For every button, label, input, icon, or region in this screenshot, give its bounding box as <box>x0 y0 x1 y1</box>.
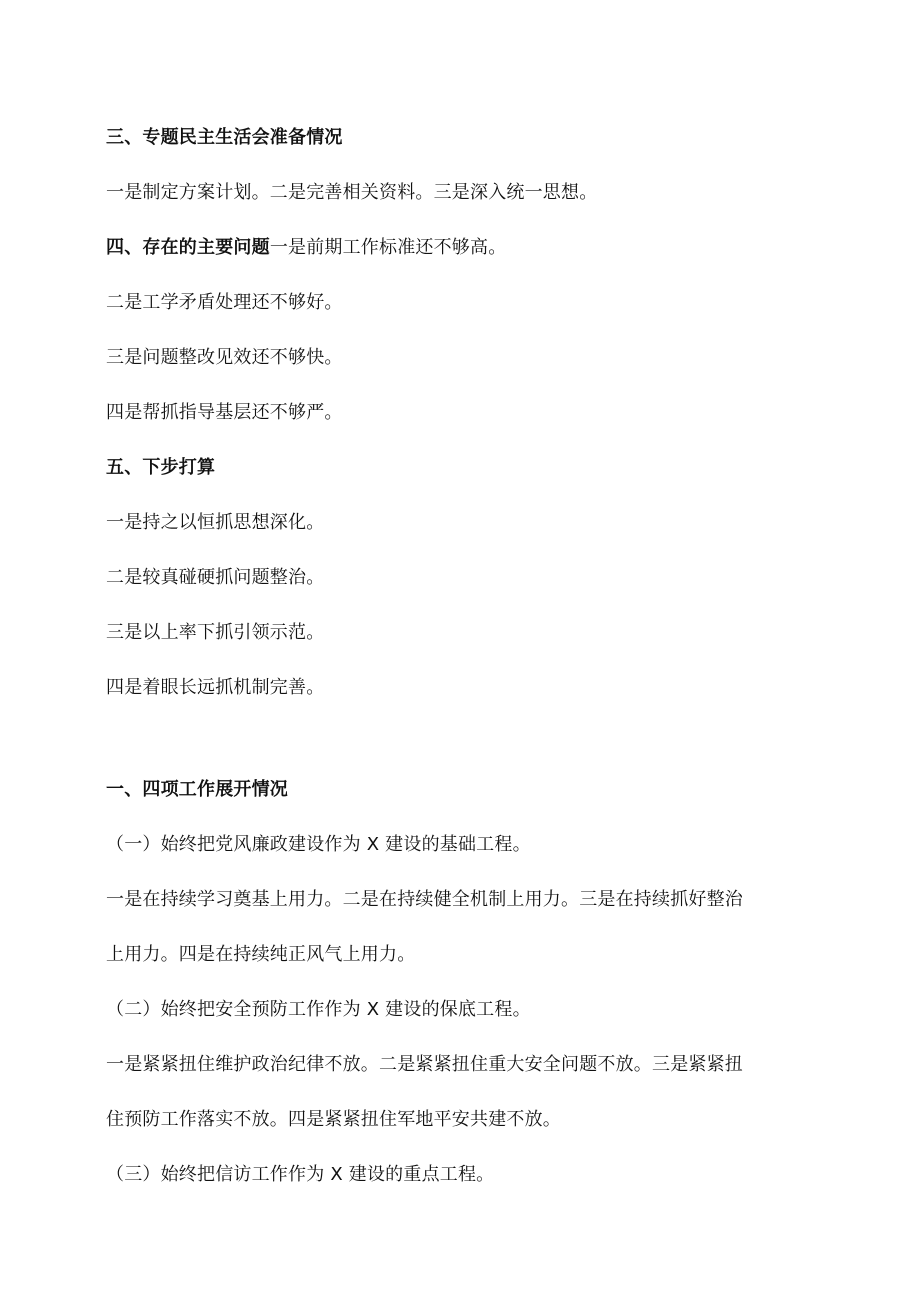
section-5-item-2: 二是较真碰硬抓问题整治。 <box>106 567 325 588</box>
section-4-item-3: 三是问题整改见效还不够快。 <box>106 347 343 368</box>
section-1-sub-1-body-line-1: 一是在持续学习奠基上用力。二是在持续健全机制上用力。三是在持续抓好整治 <box>106 889 743 910</box>
section-1-sub-3-heading: （三）始终把信访工作作为 X 建设的重点工程。 <box>106 1164 495 1185</box>
section-4-item-4: 四是帮抓指导基层还不够严。 <box>106 402 343 423</box>
section-1-sub-1-heading: （一）始终把党风廉政建设作为 X 建设的基础工程。 <box>106 834 531 855</box>
section-1-sub-2-heading: （二）始终把安全预防工作作为 X 建设的保底工程。 <box>106 999 531 1020</box>
section-5-item-4: 四是着眼长远抓机制完善。 <box>106 677 325 698</box>
section-4-item-1: 一是前期工作标准还不够高。 <box>269 237 507 258</box>
section-4-item-2: 二是工学矛盾处理还不够好。 <box>106 292 343 313</box>
section-1-sub-1-body-line-2: 上用力。四是在持续纯正风气上用力。 <box>106 944 416 965</box>
section-4-line <box>106 236 506 260</box>
section-4-heading: 四、存在的主要问题 <box>106 237 270 258</box>
section-1-sub-2-body-line-2: 住预防工作落实不放。四是紧紧扭住军地平安共建不放。 <box>106 1109 561 1130</box>
section-5-heading: 五、下步打算 <box>106 457 216 478</box>
section-3-heading: 三、专题民主生活会准备情况 <box>106 127 343 148</box>
section-5-item-1: 一是持之以恒抓思想深化。 <box>106 512 325 533</box>
section-5-item-3: 三是以上率下抓引领示范。 <box>106 622 325 643</box>
section-1-heading: 一、四项工作展开情况 <box>106 779 288 800</box>
section-1-sub-2-body-line-1: 一是紧紧扭住维护政治纪律不放。二是紧紧扭住重大安全问题不放。三是紧紧扭 <box>106 1054 743 1075</box>
section-3-body: 一是制定方案计划。二是完善相关资料。三是深入统一思想。 <box>106 182 598 203</box>
